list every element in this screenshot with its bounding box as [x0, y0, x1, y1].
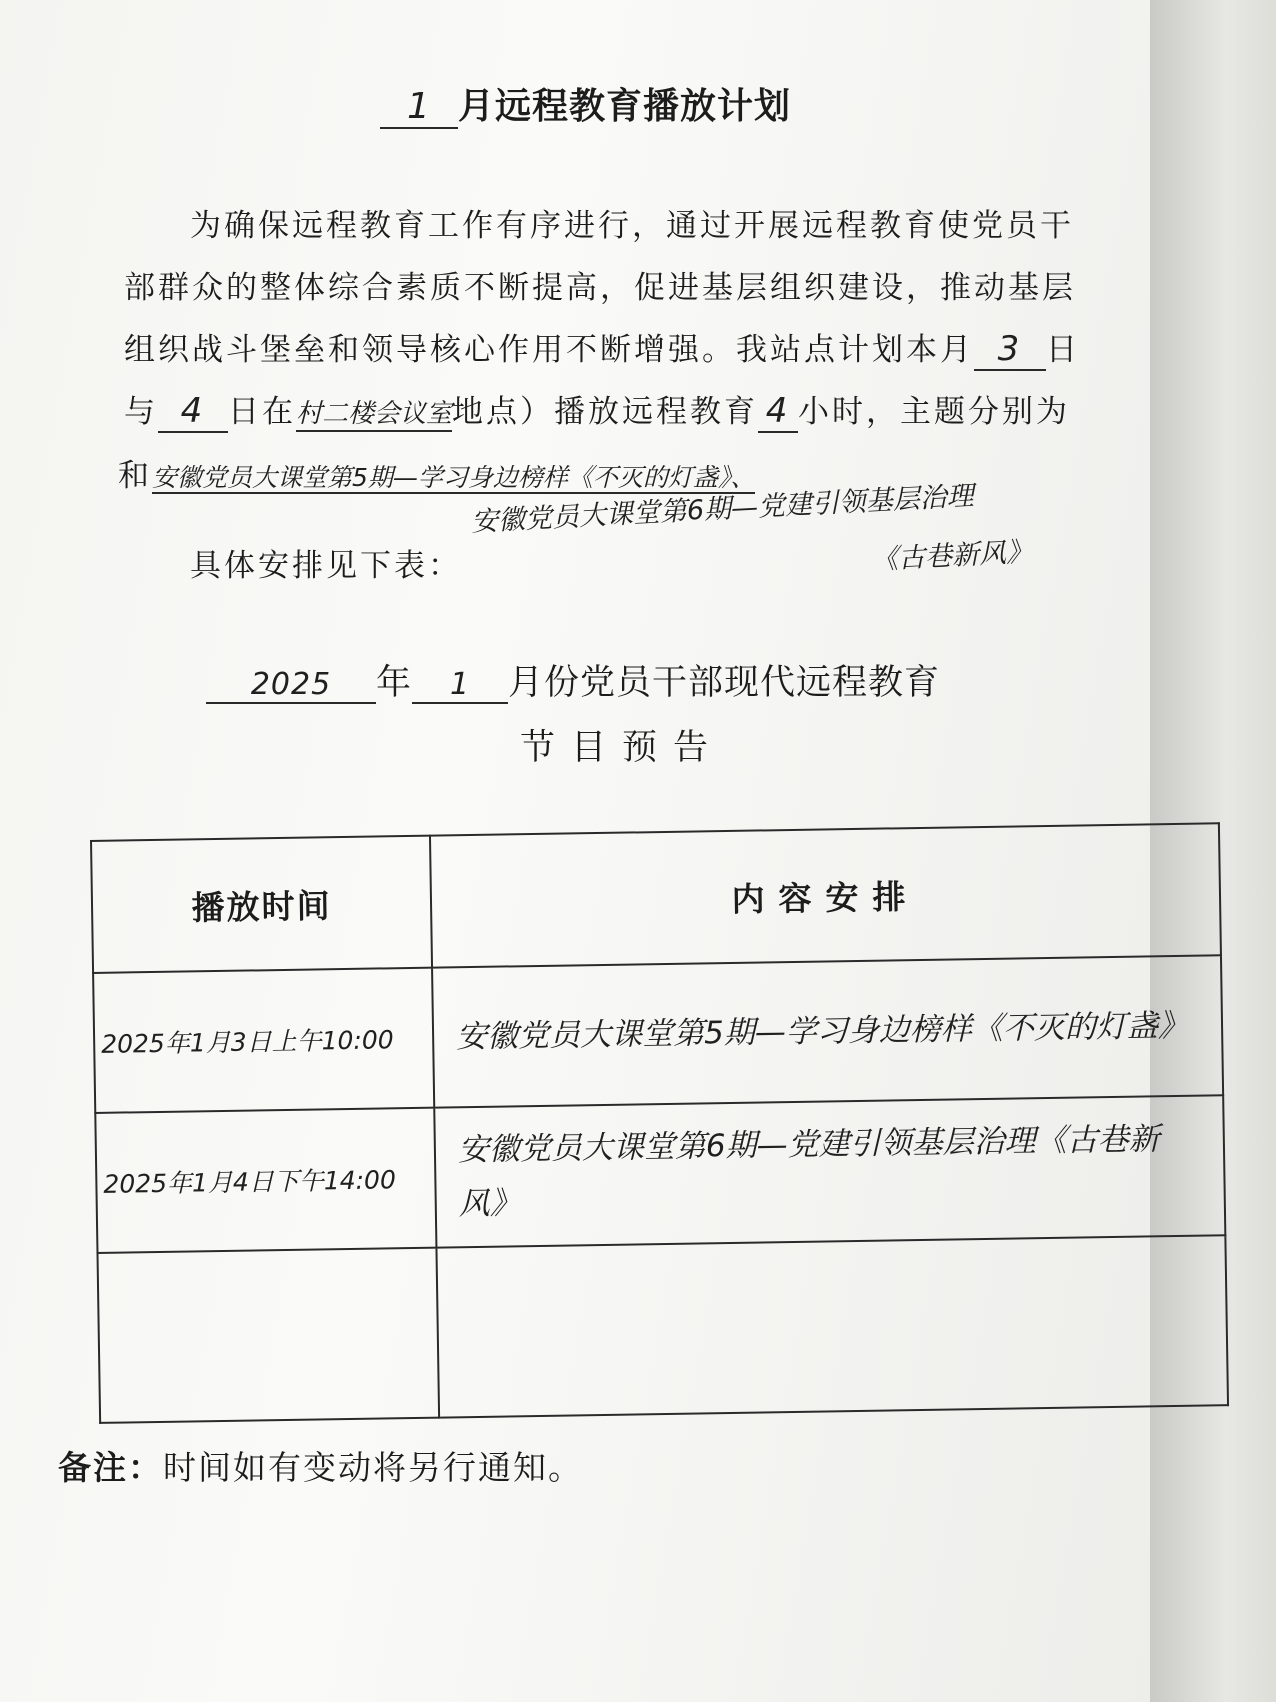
remark-label: 备注：	[58, 1448, 163, 1487]
intro-line-4-mid: 日在	[228, 394, 296, 430]
topic2-handwritten-line2: 《古巷新风》	[870, 536, 1034, 576]
plan-title-text: 月远程教育播放计划	[458, 86, 792, 127]
schedule-table	[90, 822, 1229, 1424]
header-broadcast-time: 播放时间	[91, 836, 432, 973]
plan-month-blank: 1	[380, 86, 458, 129]
header-content: 内容安排	[430, 823, 1221, 967]
table-row	[95, 1095, 1225, 1253]
day1-blank: 3	[974, 329, 1046, 371]
intro-line-1: 为确保远程教育工作有序进行，通过开展远程教育使党员干	[190, 208, 1074, 244]
row-3-content	[436, 1235, 1228, 1417]
row-1-content: 安徽党员大课堂第5期—学习身边榜样《不灭的灯盏》	[432, 955, 1223, 1107]
notice-title-suffix: 月份党员干部现代远程教育	[508, 663, 941, 703]
row-2-time: 2025年1月4日下午14:00	[95, 1108, 436, 1253]
intro-line-3-suffix: 日	[1046, 332, 1080, 368]
notice-year-blank: 2025	[206, 667, 376, 704]
location-blank: 村二楼会议室	[296, 393, 452, 432]
intro-line-4	[124, 386, 1070, 433]
row-1-time: 2025年1月3日上午10:00	[93, 968, 434, 1113]
intro-line-5-prefix: 和	[118, 458, 152, 494]
intro-line-4-after-location: 地点）播放远程教育	[452, 394, 759, 430]
topic2-handwritten-line1: 安徽党员大课堂第6期—党建引领基层治理	[470, 480, 975, 538]
intro-line-3-prefix: 组织战斗堡垒和领导核心作用不断增强。我站点计划本月	[124, 332, 974, 368]
row-3-time	[97, 1248, 439, 1423]
table-header-row	[91, 823, 1221, 973]
topic1-handwritten: 安徽党员大课堂第5期—学习身边榜样《不灭的灯盏》、	[152, 463, 756, 492]
notice-title	[206, 655, 940, 705]
plan-title	[380, 78, 791, 129]
table-row	[93, 955, 1223, 1113]
intro-line-4-prefix: 与	[124, 394, 158, 430]
table-row	[97, 1235, 1228, 1423]
intro-line-2: 部群众的整体综合素质不断提高，促进基层组织建设，推动基层	[124, 270, 1076, 306]
intro-line-5	[118, 450, 755, 495]
intro-line-4-suffix: 小时，主题分别为	[798, 394, 1071, 430]
notice-subtitle: 节目预告	[520, 728, 725, 768]
day2-blank: 4	[158, 391, 228, 433]
remark	[58, 1442, 583, 1489]
notice-year-unit: 年	[376, 663, 413, 703]
notice-month-blank: 1	[412, 667, 508, 704]
remark-text: 时间如有变动将另行通知。	[163, 1448, 583, 1487]
row-2-content: 安徽党员大课堂第6期—党建引领基层治理《古巷新风》	[434, 1095, 1225, 1247]
intro-line-3	[124, 324, 1080, 371]
hours-blank: 4	[758, 391, 798, 433]
intro-line-6-prefix: 具体安排见下表：	[190, 548, 462, 584]
